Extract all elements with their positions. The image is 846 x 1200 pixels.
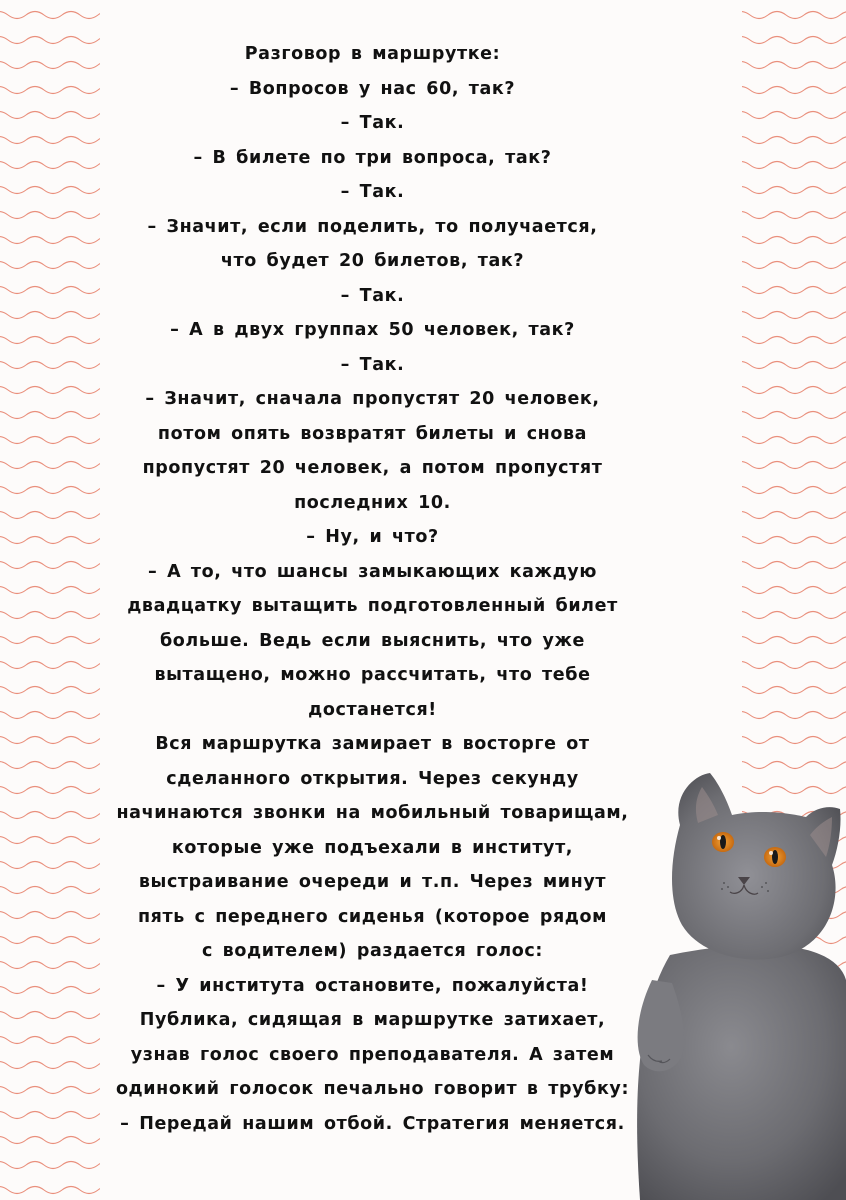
wave-line bbox=[742, 312, 846, 319]
story-line: последних 10. bbox=[294, 492, 451, 513]
story-line: Публика, сидящая в маршрутке затихает, bbox=[139, 1010, 606, 1030]
story-line: пропустят 20 человек, а потом пропустят bbox=[142, 458, 603, 478]
wave-line bbox=[742, 62, 846, 69]
wave-line bbox=[0, 1012, 100, 1019]
wave-line bbox=[0, 1162, 100, 1169]
wave-line bbox=[742, 237, 846, 244]
wave-line bbox=[0, 1137, 100, 1144]
wave-line bbox=[0, 912, 100, 919]
wave-line bbox=[742, 287, 846, 294]
wave-line bbox=[742, 187, 846, 194]
story-line: – Передай нашим отбой. Стратегия меняется. bbox=[120, 1113, 625, 1134]
wave-line bbox=[0, 437, 100, 444]
story-line: выстраивание очереди и т.п. Через минут bbox=[138, 872, 607, 892]
wave-line bbox=[0, 887, 100, 894]
wave-line bbox=[0, 612, 100, 619]
cat-eye-left bbox=[712, 832, 734, 852]
wave-line bbox=[742, 412, 846, 419]
wave-line bbox=[0, 1037, 100, 1044]
story-line: – Ну, и что? bbox=[306, 527, 439, 547]
wave-line bbox=[742, 212, 846, 219]
wave-line bbox=[0, 487, 100, 494]
wave-line bbox=[0, 287, 100, 294]
wave-line bbox=[0, 187, 100, 194]
story-line: – Вопросов у нас 60, так? bbox=[229, 78, 516, 99]
story-line: которые уже подъехали в институт, bbox=[171, 837, 574, 858]
wave-line bbox=[742, 537, 846, 544]
wave-line bbox=[0, 312, 100, 319]
wave-line bbox=[0, 362, 100, 369]
wave-line bbox=[742, 112, 846, 119]
story-line: двадцатку вытащить подготовленный билет bbox=[127, 596, 618, 616]
wave-line bbox=[742, 662, 846, 669]
wave-line bbox=[742, 162, 846, 169]
wave-line bbox=[0, 762, 100, 769]
story-line: – Значит, сначала пропустят 20 человек, bbox=[145, 389, 600, 409]
wave-line bbox=[742, 562, 846, 569]
wave-line bbox=[742, 637, 846, 644]
story-line: Вся маршрутка замирает в восторге от bbox=[155, 734, 590, 754]
wave-line bbox=[742, 87, 846, 94]
wave-line bbox=[742, 362, 846, 369]
story-line: – У института остановите, пожалуйста! bbox=[156, 975, 589, 996]
story-line: – Так. bbox=[340, 285, 405, 306]
wave-line bbox=[0, 687, 100, 694]
story-line: пять с переднего сиденья (которое рядом bbox=[137, 906, 608, 927]
story-line: – А то, что шансы замыкающих каждую bbox=[148, 561, 597, 582]
wave-line bbox=[0, 1187, 100, 1194]
wave-line bbox=[0, 37, 100, 44]
story-line: – Так. bbox=[340, 182, 405, 202]
wave-line bbox=[0, 812, 100, 819]
story-line: – Так. bbox=[340, 354, 405, 375]
cat-eye-right bbox=[764, 847, 786, 867]
wave-line bbox=[0, 337, 100, 344]
story-line: узнав голос своего преподавателя. А затем bbox=[130, 1044, 615, 1065]
wave-line bbox=[0, 787, 100, 794]
wave-pattern-left bbox=[0, 0, 100, 1200]
story-line: – Так. bbox=[340, 113, 405, 133]
cat-image bbox=[610, 765, 846, 1200]
wave-line bbox=[742, 387, 846, 394]
story-line: начинаются звонки на мобильный товарищам, bbox=[116, 803, 629, 823]
wave-line bbox=[0, 637, 100, 644]
wave-line bbox=[742, 737, 846, 744]
wave-line bbox=[0, 837, 100, 844]
wave-line bbox=[742, 462, 846, 469]
wave-line bbox=[742, 687, 846, 694]
wave-line bbox=[0, 1112, 100, 1119]
wave-line bbox=[742, 437, 846, 444]
wave-line bbox=[0, 537, 100, 544]
wave-line bbox=[0, 737, 100, 744]
wave-line bbox=[0, 412, 100, 419]
story-line: сделанного открытия. Через секунду bbox=[166, 768, 579, 789]
wave-line bbox=[0, 112, 100, 119]
wave-line bbox=[0, 962, 100, 969]
wave-line bbox=[742, 512, 846, 519]
wave-line bbox=[742, 137, 846, 144]
wave-line bbox=[0, 1087, 100, 1094]
story-line: потом опять возвратят билеты и снова bbox=[157, 423, 588, 444]
story-text bbox=[100, 37, 645, 1141]
wave-line bbox=[0, 137, 100, 144]
wave-line bbox=[0, 262, 100, 269]
wave-line bbox=[742, 712, 846, 719]
story-line: – В билете по три вопроса, так? bbox=[193, 147, 552, 168]
wave-line bbox=[0, 62, 100, 69]
wave-line bbox=[0, 237, 100, 244]
story-line: одинокий голосок печально говорит в трубку: bbox=[115, 1079, 630, 1099]
story-line: – Значит, если поделить, то получается, bbox=[147, 216, 598, 237]
story-line: Разговор в маршрутке: bbox=[244, 44, 501, 64]
wave-line bbox=[742, 487, 846, 494]
story-line: вытащено, можно рассчитать, что тебе bbox=[154, 665, 591, 685]
wave-line bbox=[0, 712, 100, 719]
wave-line bbox=[742, 37, 846, 44]
story-line: достанется! bbox=[308, 699, 437, 720]
wave-line bbox=[0, 87, 100, 94]
wave-line bbox=[0, 937, 100, 944]
wave-line bbox=[0, 987, 100, 994]
wave-line bbox=[742, 612, 846, 619]
wave-line bbox=[0, 862, 100, 869]
wave-line bbox=[0, 462, 100, 469]
wave-line bbox=[0, 387, 100, 394]
wave-line bbox=[0, 1062, 100, 1069]
story-line: с водителем) раздается голос: bbox=[202, 941, 543, 961]
wave-line bbox=[742, 262, 846, 269]
wave-line bbox=[0, 162, 100, 169]
story-line: что будет 20 билетов, так? bbox=[220, 251, 525, 271]
wave-line bbox=[0, 662, 100, 669]
story-line: – А в двух группах 50 человек, так? bbox=[170, 320, 575, 340]
story-line: больше. Ведь если выяснить, что уже bbox=[159, 630, 585, 651]
wave-line bbox=[0, 512, 100, 519]
wave-line bbox=[742, 12, 846, 19]
wave-line bbox=[742, 337, 846, 344]
wave-line bbox=[742, 587, 846, 594]
wave-line bbox=[0, 12, 100, 19]
wave-line bbox=[0, 587, 100, 594]
wave-line bbox=[0, 212, 100, 219]
wave-line bbox=[0, 562, 100, 569]
